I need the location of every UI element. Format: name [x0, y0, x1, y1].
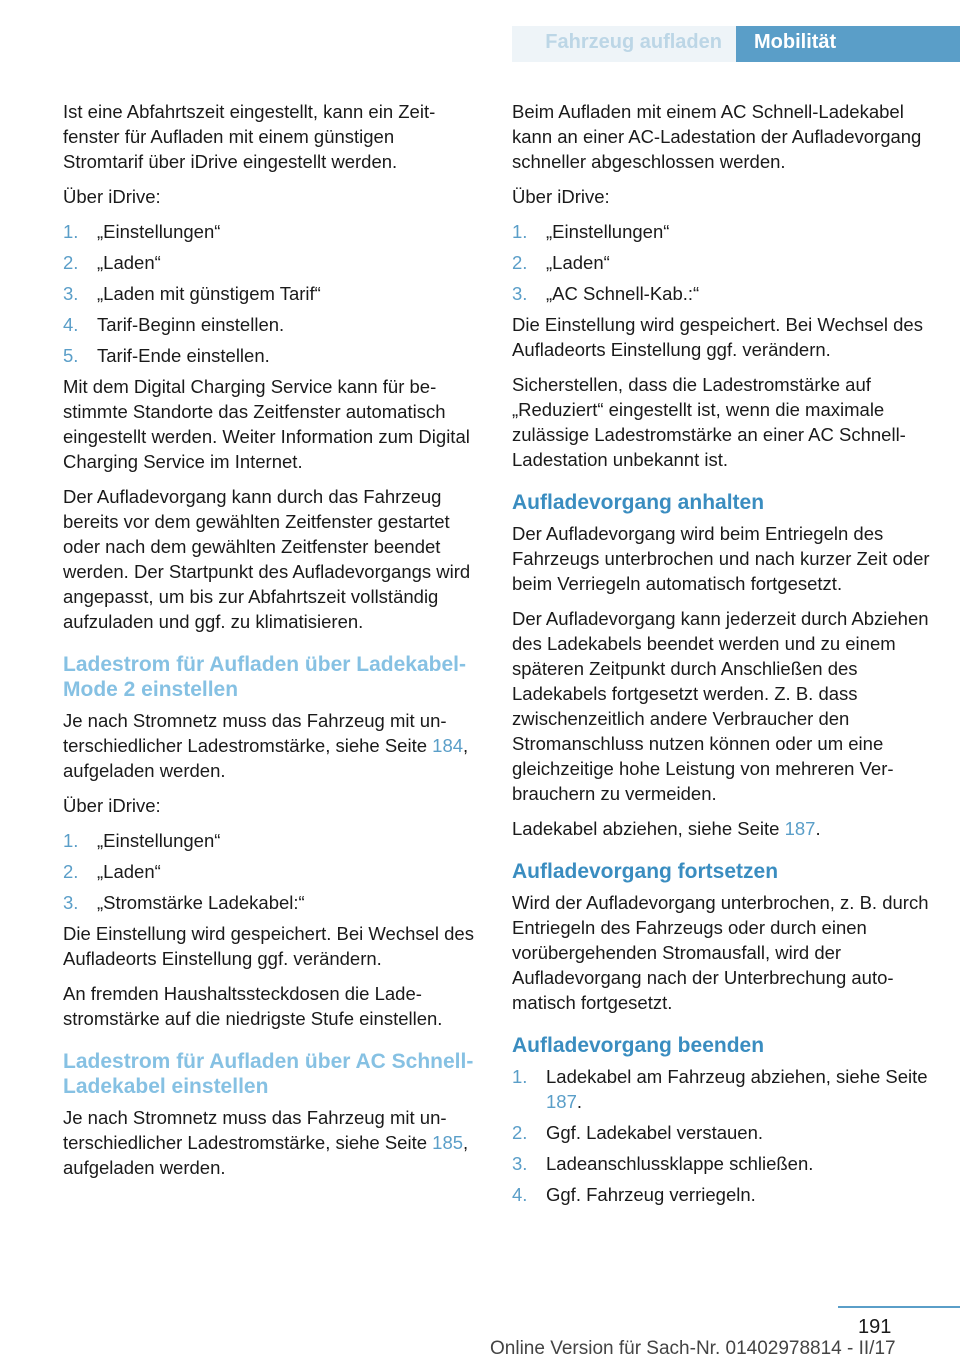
step-number: 3.: [63, 892, 79, 913]
step-text: „Laden mit günstigem Tarif“: [97, 283, 321, 304]
list-item: [63, 828, 479, 853]
step-text: „AC Schnell-Kab.:“: [546, 283, 700, 304]
paragraph: Sicherstellen, dass die Ladestromstärke auf „Reduziert“ eingestellt ist, wenn die maximale zulässige Ladestromstärke an einer AC Schnell-Ladestation unbekannt ist.: [512, 374, 906, 470]
right-column: [512, 99, 930, 1213]
paragraph: Die Einstellung wird gespeichert. Bei Wechsel des Aufladeorts Einstellung ggf. verändern.: [512, 314, 923, 360]
footer-note: Online Version für Sach-Nr. 01402978814 - II/17: [490, 1338, 896, 1359]
step-number: 2.: [512, 1122, 528, 1143]
step-text: Ladeanschlussklappe schließen.: [546, 1153, 814, 1174]
paragraph: Der Aufladevorgang kann jederzeit durch Abziehen des Ladekabels beendet werden und zu einem späteren Zeitpunkt durch Anschließen des Ladekabels fortgesetzt werden. Z. B. dass zwischenzeitlich andere Verbraucher den Stromanschluss nutzen können oder um eine gleichzeitige hohe Leistung von mehreren Verbrauchern zu vermeiden.: [512, 608, 929, 804]
page-number: 191: [858, 1316, 892, 1338]
step-number: 5.: [63, 345, 79, 366]
steps-list: [512, 219, 930, 306]
list-item: [63, 281, 479, 306]
list-item: [63, 890, 479, 915]
step-text: Tarif-Beginn einstellen.: [97, 314, 285, 335]
list-item: [512, 219, 930, 244]
list-item: [512, 1120, 930, 1145]
paragraph: Mit dem Digital Charging Service kann für bestimmte Standorte das Zeitfenster automatisch eingestellt werden. Weiter Information zum Digital Charging Service im Internet.: [63, 376, 470, 472]
section-title: Fahrzeug aufladen: [512, 26, 736, 62]
step-text: Tarif-Ende einstellen.: [97, 345, 270, 366]
paragraph: Je nach Stromnetz muss das Fahrzeug mit unterschiedlicher Ladestromstärke, siehe Seite 184, aufgeladen werden.: [63, 710, 469, 781]
page-link[interactable]: 187: [546, 1091, 577, 1112]
steps-list: [512, 1064, 930, 1207]
paragraph: Je nach Stromnetz muss das Fahrzeug mit unterschiedlicher Ladestromstärke, siehe Seite 185, aufgeladen werden.: [63, 1107, 469, 1178]
list-item: [512, 1182, 930, 1207]
section-heading: Ladestrom für Aufladen über AC Schnell-Ladekabel einstellen: [63, 1050, 474, 1098]
step-text: „Einstellungen“: [97, 221, 221, 242]
section-heading: Ladestrom für Aufladen über Ladekabel-Mode 2 einstellen: [63, 653, 466, 701]
section-heading: Aufladevorgang anhalten: [512, 491, 765, 514]
paragraph: Ist eine Abfahrtszeit eingestellt, kann ein Zeitfenster für Aufladen mit einem günstigen Stromtarif über iDrive eingestellt werden.: [63, 101, 436, 172]
page-header: [0, 0, 960, 62]
list-item: [512, 1064, 930, 1114]
step-text: „Laden“: [97, 861, 161, 882]
list-item: [512, 1151, 930, 1176]
paragraph: Wird der Aufladevorgang unterbrochen, z. B. durch Entriegeln des Fahrzeugs oder durch einen vorübergehenden Stromausfall, wird der Aufladevorgang nach der Unterbrechung automatisch fortgesetzt.: [512, 892, 929, 1013]
step-number: 3.: [512, 1153, 528, 1174]
steps-list: [63, 219, 479, 368]
chapter-tab: Mobilität: [736, 26, 960, 62]
step-number: 2.: [63, 252, 79, 273]
step-text: „Laden“: [546, 252, 610, 273]
step-text: Ladekabel am Fahrzeug abziehen, siehe Seite 187.: [546, 1066, 928, 1112]
list-item: [63, 343, 479, 368]
step-number: 1.: [63, 221, 79, 242]
step-number: 1.: [512, 1066, 528, 1087]
left-column: [63, 99, 479, 1190]
paragraph: Über iDrive:: [63, 186, 161, 207]
step-text: „Einstellungen“: [546, 221, 670, 242]
step-number: 3.: [63, 283, 79, 304]
paragraph: Über iDrive:: [63, 795, 161, 816]
section-heading: Aufladevorgang beenden: [512, 1034, 765, 1057]
footer-divider: [838, 1306, 960, 1308]
step-text: „Stromstärke Ladekabel:“: [97, 892, 305, 913]
paragraph: An fremden Haushaltssteckdosen die Ladestromstärke auf die niedrigste Stufe einstellen.: [63, 983, 443, 1029]
step-number: 1.: [63, 830, 79, 851]
step-number: 3.: [512, 283, 528, 304]
steps-list: [63, 828, 479, 915]
step-number: 1.: [512, 221, 528, 242]
step-text: Ggf. Fahrzeug verriegeln.: [546, 1184, 756, 1205]
section-heading: Aufladevorgang fortsetzen: [512, 860, 779, 883]
page-link[interactable]: 185: [432, 1132, 464, 1153]
list-item: [63, 250, 479, 275]
step-number: 4.: [512, 1184, 528, 1205]
list-item: [63, 312, 479, 337]
list-item: [512, 250, 930, 275]
step-text: „Laden“: [97, 252, 161, 273]
list-item: [63, 859, 479, 884]
paragraph: Der Aufladevorgang wird beim Entriegeln des Fahrzeugs unterbrochen und nach kurzer Zeit oder beim Verriegeln automatisch fortgesetzt.: [512, 523, 930, 594]
paragraph: Die Einstellung wird gespeichert. Bei Wechsel des Aufladeorts Einstellung ggf. verändern.: [63, 923, 474, 969]
paragraph: Beim Aufladen mit einem AC Schnell-Ladekabel kann an einer AC-Ladestation der Aufladevorgang schneller abgeschlossen werden.: [512, 101, 922, 172]
page-link[interactable]: 187: [784, 818, 816, 839]
paragraph: Über iDrive:: [512, 186, 610, 207]
step-text: Ggf. Ladekabel verstauen.: [546, 1122, 764, 1143]
step-number: 2.: [512, 252, 528, 273]
list-item: [63, 219, 479, 244]
list-item: [512, 281, 930, 306]
step-number: 2.: [63, 861, 79, 882]
paragraph: Der Aufladevorgang kann durch das Fahrzeug bereits vor dem gewählten Zeitfenster gestartet oder nach dem gewählten Zeitfenster beendet werden. Der Startpunkt des Aufladevorgangs wird angepasst, um bis zur Abfahrtszeit vollständig aufzuladen und ggf. zu klimatisieren.: [63, 486, 471, 632]
paragraph: Ladekabel abziehen, siehe Seite 187.: [512, 818, 821, 839]
page-link[interactable]: 184: [432, 735, 464, 756]
step-number: 4.: [63, 314, 79, 335]
step-text: „Einstellungen“: [97, 830, 221, 851]
